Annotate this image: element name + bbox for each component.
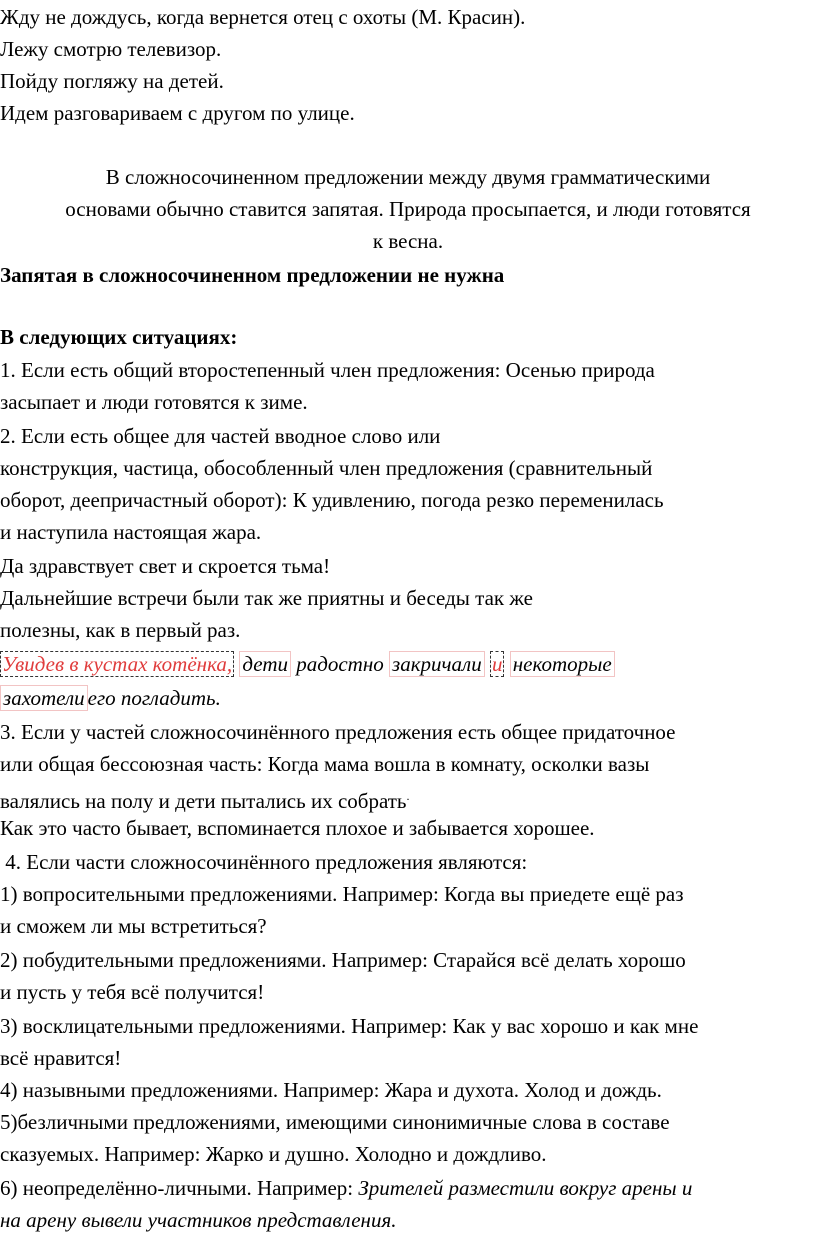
point-4-line: и пусть у тебя всё получится! bbox=[0, 980, 265, 1004]
point-2-line: и наступила настоящая жара. bbox=[0, 520, 262, 544]
point-4-last-prefix: 6) неопределённо-личными. Например: bbox=[0, 1176, 359, 1200]
predicate-highlight: захотели bbox=[0, 685, 88, 711]
annotated-example-line bbox=[0, 683, 221, 713]
section-heading: Запятая в сложносочиненном предложении не нужна bbox=[0, 263, 505, 287]
point-3-line bbox=[0, 781, 410, 811]
point-3-period: . bbox=[406, 789, 410, 803]
point-1-line: 1. Если есть общий второстепенный член предложения: Осенью природа bbox=[0, 358, 655, 382]
point-4-line: и сможем ли мы встретиться? bbox=[0, 914, 267, 938]
point-4-line: 5)безличными предложениями, имеющими синонимичные слова в составе bbox=[0, 1110, 670, 1134]
point-4-line: 1) вопросительными предложениями. Например: Когда вы приедете ещё раз bbox=[0, 882, 684, 906]
example-line: Идем разговариваем с другом по улице. bbox=[0, 101, 355, 125]
point-4-line: 3) восклицательными предложениями. Например: Как у вас хорошо и как мне bbox=[0, 1014, 699, 1038]
point-4-line bbox=[0, 1173, 692, 1203]
conjunction-highlight: и bbox=[491, 652, 503, 676]
point-1-line: засыпает и люди готовятся к зиме. bbox=[0, 390, 308, 414]
point-4-line: на арену вывели участников представления. bbox=[0, 1208, 397, 1232]
object-text: его погладить. bbox=[87, 686, 221, 710]
annotated-example-line bbox=[0, 649, 615, 679]
rule-line: основами обычно ставится запятая. Природа просыпается, и люди готовятся bbox=[65, 197, 751, 221]
point-3-line: или общая бессоюзная часть: Когда мама вошла в комнату, осколки вазы bbox=[0, 752, 650, 776]
point-2-line: Да здравствует свет и скроется тьма! bbox=[0, 554, 331, 578]
point-2-line: полезны, как в первый раз. bbox=[0, 618, 241, 642]
point-3-text: валялись на полу и дети пытались их собрать bbox=[0, 789, 407, 813]
adverb-text: радостно bbox=[296, 652, 384, 676]
example-line: Жду не дождусь, когда вернется отец с охоты (М. Красин). bbox=[0, 5, 526, 29]
point-4-line: сказуемых. Например: Жарко и душно. Холодно и дождливо. bbox=[0, 1142, 547, 1166]
predicate-highlight: закричали bbox=[389, 651, 485, 677]
point-2-line: оборот, деепричастный оборот): К удивлению, погода резко переменилась bbox=[0, 488, 664, 512]
point-4-last-example: Зрителей разместили вокруг арены и bbox=[358, 1176, 693, 1200]
point-2-line: 2. Если есть общее для частей вводное слово или bbox=[0, 424, 441, 448]
rule-line: к весна. bbox=[372, 229, 444, 253]
point-4-title: 4. Если части сложносочинённого предложения являются: bbox=[0, 850, 528, 874]
participial-phrase: Увидев в кустах котёнка, bbox=[2, 652, 233, 676]
subject-highlight: дети bbox=[239, 651, 291, 677]
point-4-line: 4) назывными предложениями. Например: Жара и духота. Холод и дождь. bbox=[0, 1078, 662, 1102]
subject-highlight: некоторые bbox=[510, 651, 615, 677]
point-4-line: 2) побудительными предложениями. Например: Старайся всё делать хорошо bbox=[0, 948, 686, 972]
example-line: Лежу смотрю телевизор. bbox=[0, 37, 222, 61]
point-2-line: Дальнейшие встречи были так же приятны и беседы так же bbox=[0, 586, 533, 610]
point-2-line: конструкция, частица, обособленный член предложения (сравнительный bbox=[0, 456, 653, 480]
subsection-heading: В следующих ситуациях: bbox=[0, 325, 238, 349]
example-line: Пойду погляжу на детей. bbox=[0, 69, 224, 93]
rule-line: В сложносочиненном предложении между двумя грамматическими bbox=[105, 165, 711, 189]
point-3-line: Как это часто бывает, вспоминается плохое и забывается хорошее. bbox=[0, 816, 595, 840]
point-3-line: 3. Если у частей сложносочинённого предложения есть общее придаточное bbox=[0, 720, 676, 744]
point-4-line: всё нравится! bbox=[0, 1046, 122, 1070]
